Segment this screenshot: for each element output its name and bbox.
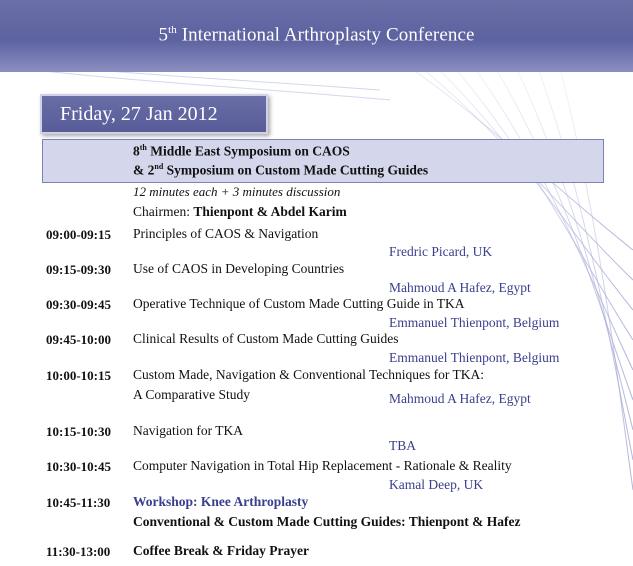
chairmen-line: Chairmen: Thienpont & Abdel Karim	[133, 204, 347, 219]
session-time: 11:30-13:00	[46, 544, 111, 559]
day-label: Friday, 27 Jan 2012	[60, 103, 218, 125]
conference-banner	[0, 0, 633, 72]
session-speaker: Fredric Picard, UK	[389, 244, 493, 259]
session-speaker: Mahmoud A Hafez, Egypt	[389, 280, 531, 295]
session-time: 09:15-09:30	[46, 262, 111, 277]
session-time: 10:00-10:15	[46, 368, 111, 383]
session-speaker: Emmanuel Thienpont, Belgium	[389, 315, 560, 330]
timing-note: 12 minutes each + 3 minutes discussion	[133, 184, 341, 199]
session-time: 10:45-11:30	[46, 495, 111, 510]
session-title: Use of CAOS in Developing Countries	[133, 261, 345, 276]
session-speaker: TBA	[389, 438, 416, 453]
session-title-continued: A Comparative Study	[133, 387, 250, 402]
symposium-title-line2: & 2nd Symposium on Custom Made Cutting Guides	[133, 162, 429, 178]
session-speaker: Kamal Deep, UK	[389, 477, 484, 492]
session-time: 09:30-09:45	[46, 297, 111, 312]
session-time: 09:00-09:15	[46, 227, 111, 242]
session-title: Computer Navigation in Total Hip Replacement - Rationale & Reality	[133, 458, 512, 473]
session-speaker: Mahmoud A Hafez, Egypt	[389, 391, 531, 406]
workshop-title: Workshop: Knee Arthroplasty	[133, 494, 309, 509]
session-time: 10:15-10:30	[46, 424, 111, 439]
symposium-title-line1: 8th Middle East Symposium on CAOS	[133, 143, 350, 159]
session-title: Navigation for TKA	[133, 423, 243, 438]
session-title: Operative Technique of Custom Made Cutting Guide in TKA	[133, 296, 465, 311]
break-title: Coffee Break & Friday Prayer	[133, 543, 309, 558]
session-speaker: Emmanuel Thienpont, Belgium	[389, 350, 560, 365]
session-title: Clinical Results of Custom Made Cutting Guides	[133, 331, 399, 346]
workshop-subtitle: Conventional & Custom Made Cutting Guides: Thienpont & Hafez	[133, 514, 521, 529]
session-title: Custom Made, Navigation & Conventional Techniques for TKA:	[133, 367, 485, 382]
session-time: 10:30-10:45	[46, 459, 111, 474]
session-time: 09:45-10:00	[46, 332, 111, 347]
session-title: Principles of CAOS & Navigation	[133, 226, 319, 241]
conference-title: 5th International Arthroplasty Conference	[158, 24, 475, 46]
day-header	[40, 94, 268, 134]
